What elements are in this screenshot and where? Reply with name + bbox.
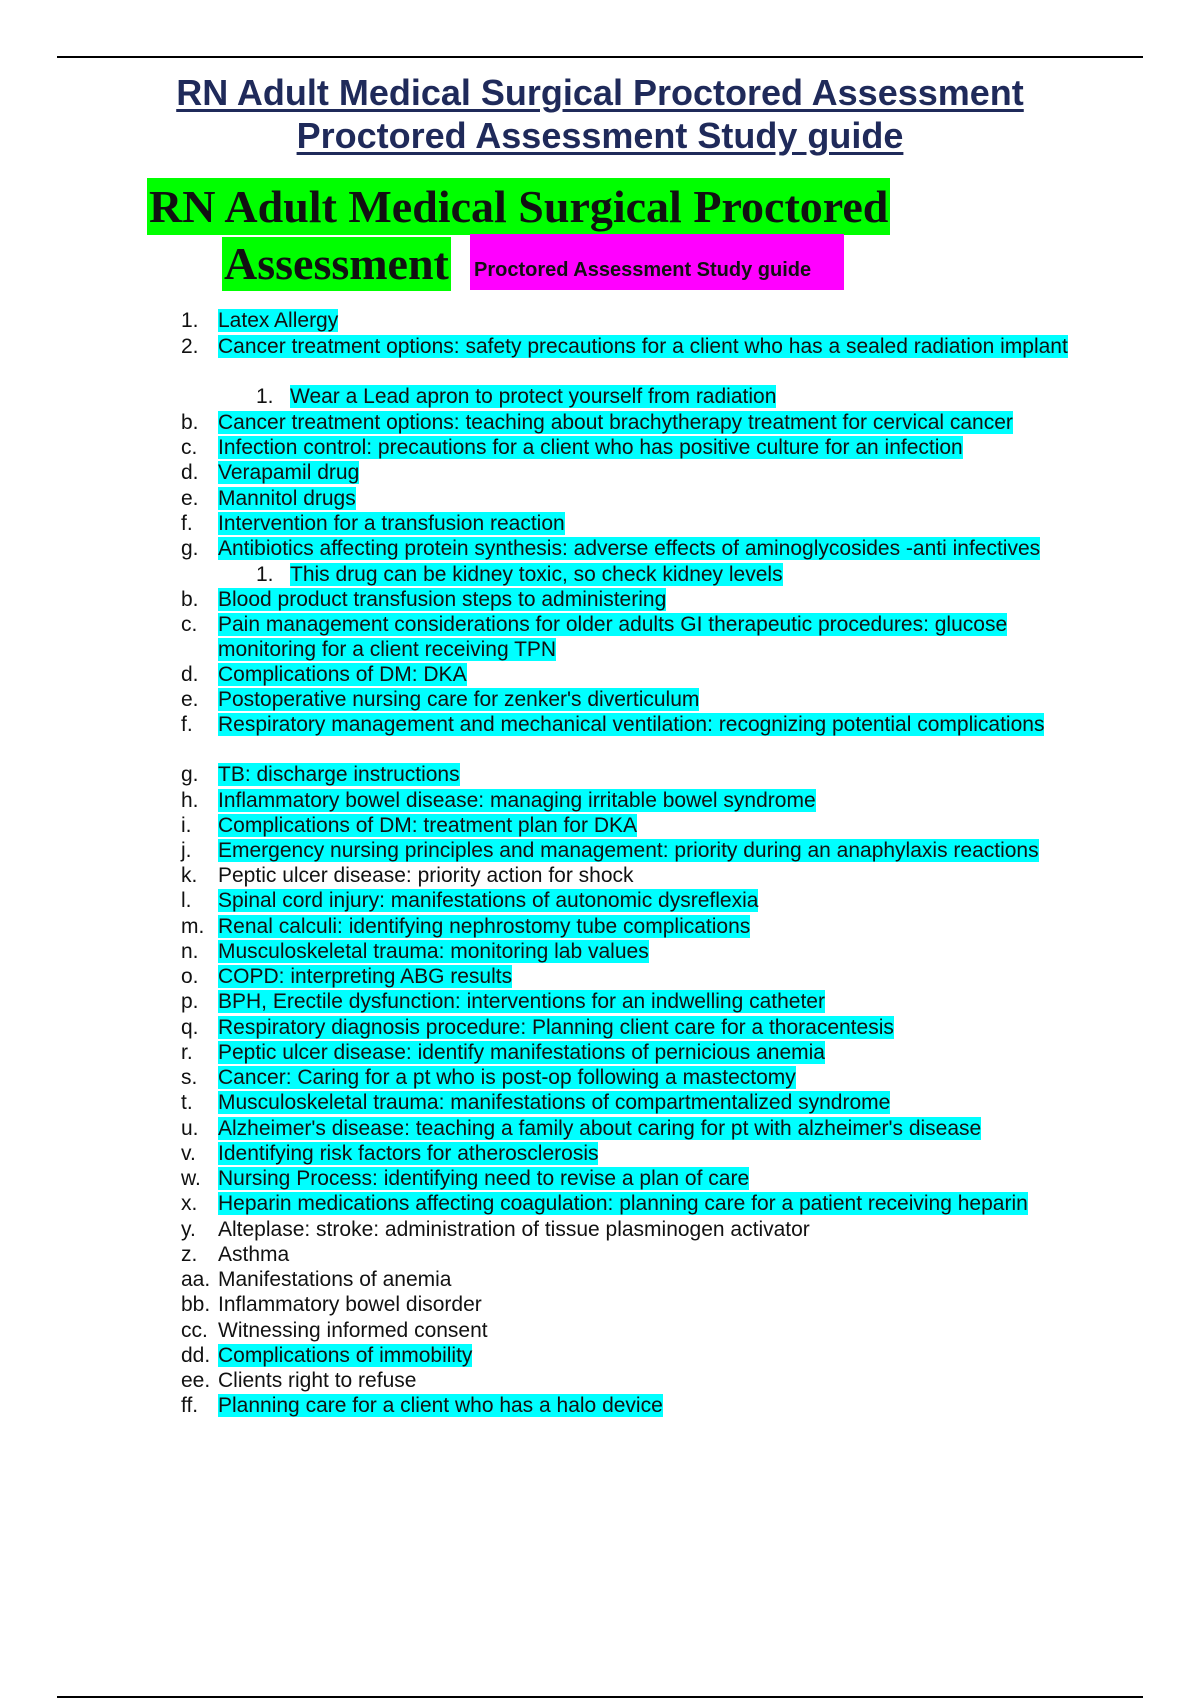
list-item-marker: w. bbox=[181, 1167, 201, 1190]
list-item-marker: u. bbox=[181, 1117, 199, 1140]
document-title-line2: Proctored Assessment Study guide bbox=[296, 115, 904, 156]
list-item-label: Musculoskeletal trauma: manifestations of compartmentalized syndrome bbox=[218, 1091, 891, 1114]
list-item-marker: l. bbox=[181, 889, 192, 912]
list-item-label: Pain management considerations for older adults GI therapeutic procedures: glucose monitoring for a client receiving TPN bbox=[218, 613, 1008, 661]
list-item-marker: k. bbox=[181, 864, 198, 887]
list-item-text bbox=[218, 1141, 1098, 1166]
list-item-marker: c. bbox=[181, 613, 198, 636]
list-item-text bbox=[218, 1065, 1098, 1090]
list-item-label: Cancer treatment options: safety precautions for a client who has a sealed radiation implant bbox=[218, 335, 1068, 358]
list-item-text bbox=[218, 1090, 1098, 1115]
list-item-text bbox=[218, 435, 1098, 460]
list-item-text bbox=[218, 687, 1098, 712]
list-item-label: Infection control: precautions for a client who has positive culture for an infection bbox=[218, 436, 963, 459]
list-item-text bbox=[218, 888, 1098, 913]
list-item-label: Inflammatory bowel disease: managing irritable bowel syndrome bbox=[218, 789, 816, 812]
list-item-label: Inflammatory bowel disorder bbox=[218, 1293, 482, 1316]
list-item-marker: p. bbox=[181, 990, 199, 1013]
list-item-marker: x. bbox=[181, 1192, 198, 1215]
list-item-text bbox=[218, 813, 1098, 838]
list-item-marker: v. bbox=[181, 1142, 196, 1165]
list-item-label: Alteplase: stroke: administration of tissue plasminogen activator bbox=[218, 1218, 810, 1241]
list-item-label: Planning care for a client who has a halo device bbox=[218, 1394, 663, 1417]
list-item-label: Peptic ulcer disease: priority action for shock bbox=[218, 864, 634, 887]
list-item-marker: e. bbox=[181, 688, 199, 711]
list-item-text bbox=[218, 1040, 1098, 1065]
list-item-marker: f. bbox=[181, 512, 193, 535]
list-item-text bbox=[218, 308, 1098, 333]
list-item-text bbox=[218, 1292, 1098, 1317]
list-item-label: Respiratory management and mechanical ventilation: recognizing potential complications bbox=[218, 713, 1045, 736]
list-item-label: COPD: interpreting ABG results bbox=[218, 965, 513, 988]
list-item-marker: h. bbox=[181, 789, 199, 812]
list-item-label: Emergency nursing principles and management: priority during an anaphylaxis reactions bbox=[218, 839, 1039, 862]
list-item-label: Mannitol drugs bbox=[218, 487, 356, 510]
list-item-marker: 1. bbox=[256, 385, 274, 408]
list-item-marker: ee. bbox=[181, 1369, 211, 1392]
list-item-label: Heparin medications affecting coagulation: planning care for a patient receiving heparin bbox=[218, 1192, 1028, 1215]
list-item-marker: 1. bbox=[256, 563, 274, 586]
list-item-text bbox=[218, 762, 1098, 787]
list-item-marker: t. bbox=[181, 1091, 193, 1114]
list-item-text bbox=[218, 1267, 1098, 1292]
list-item-text bbox=[218, 788, 1098, 813]
list-item-text bbox=[290, 562, 1090, 587]
list-item-label: Complications of DM: DKA bbox=[218, 663, 467, 686]
list-item-text bbox=[218, 838, 1098, 863]
document-title bbox=[0, 71, 1200, 157]
list-item-label: Alzheimer's disease: teaching a family about caring for pt with alzheimer's disease bbox=[218, 1117, 982, 1140]
list-item-label: Antibiotics affecting protein synthesis: adverse effects of aminoglycosides -anti infectives bbox=[218, 537, 1041, 560]
list-item-label: Wear a Lead apron to protect yourself from radiation bbox=[290, 385, 777, 408]
list-item-label: Peptic ulcer disease: identify manifestations of pernicious anemia bbox=[218, 1041, 825, 1064]
list-item-text bbox=[218, 511, 1098, 536]
document-title-line1: RN Adult Medical Surgical Proctored Assessment bbox=[176, 72, 1024, 113]
list-item-label: Identifying risk factors for atherosclerosis bbox=[218, 1142, 599, 1165]
list-item-text bbox=[218, 1015, 1098, 1040]
list-item-marker: n. bbox=[181, 940, 199, 963]
list-item-marker: j. bbox=[181, 839, 192, 862]
list-item-label: Spinal cord injury: manifestations of autonomic dysreflexia bbox=[218, 889, 759, 912]
list-item-label: Clients right to refuse bbox=[218, 1369, 417, 1392]
list-item-marker: i. bbox=[181, 814, 192, 837]
list-item-text bbox=[218, 1393, 1098, 1418]
list-item-label: Verapamil drug bbox=[218, 461, 360, 484]
list-item-label: Witnessing informed consent bbox=[218, 1319, 488, 1342]
list-item-label: Respiratory diagnosis procedure: Planning client care for a thoracentesis bbox=[218, 1016, 894, 1039]
list-item-text bbox=[218, 863, 1098, 888]
list-item-text bbox=[218, 914, 1098, 939]
list-item-text bbox=[218, 1318, 1098, 1343]
list-item-text bbox=[218, 1166, 1098, 1191]
list-item-marker: o. bbox=[181, 965, 199, 988]
banner-line1: RN Adult Medical Surgical Proctored bbox=[147, 178, 890, 235]
list-item-marker: q. bbox=[181, 1016, 199, 1039]
list-item-text bbox=[218, 939, 1098, 964]
list-item-text bbox=[218, 662, 1098, 687]
list-item-marker: g. bbox=[181, 763, 199, 786]
list-item-marker: cc. bbox=[181, 1319, 208, 1342]
list-item-text bbox=[218, 1116, 1098, 1141]
list-item-marker: aa. bbox=[181, 1268, 211, 1291]
list-item-label: Intervention for a transfusion reaction bbox=[218, 512, 565, 535]
list-item-text bbox=[218, 486, 1098, 511]
list-item-label: Postoperative nursing care for zenker's diverticulum bbox=[218, 688, 700, 711]
list-item-marker: 2. bbox=[181, 335, 199, 358]
list-item-marker: y. bbox=[181, 1218, 196, 1241]
list-item-text bbox=[218, 964, 1098, 989]
list-item-marker: b. bbox=[181, 411, 199, 434]
list-item-text bbox=[218, 1343, 1098, 1368]
banner-subtitle: Proctored Assessment Study guide bbox=[470, 234, 844, 290]
list-item-marker: f. bbox=[181, 713, 193, 736]
list-item-marker: g. bbox=[181, 537, 199, 560]
list-item-label: Manifestations of anemia bbox=[218, 1268, 452, 1291]
list-item-marker: dd. bbox=[181, 1344, 211, 1367]
list-item-text bbox=[218, 612, 1098, 662]
list-item-text bbox=[218, 1191, 1098, 1216]
list-item-marker: 1. bbox=[181, 309, 199, 332]
list-item-marker: d. bbox=[181, 663, 199, 686]
list-item-label: This drug can be kidney toxic, so check kidney levels bbox=[290, 563, 783, 586]
list-item-label: Renal calculi: identifying nephrostomy tube complications bbox=[218, 915, 751, 938]
list-item-text bbox=[218, 460, 1098, 485]
list-item-marker: e. bbox=[181, 487, 199, 510]
list-item-text bbox=[218, 1217, 1098, 1242]
list-item-label: TB: discharge instructions bbox=[218, 763, 460, 786]
list-item-marker: bb. bbox=[181, 1293, 211, 1316]
bottom-rule bbox=[57, 1696, 1143, 1698]
list-item-text bbox=[218, 410, 1098, 435]
list-item-text bbox=[218, 334, 1098, 359]
list-item-text bbox=[218, 1242, 1098, 1267]
list-item-marker: s. bbox=[181, 1066, 198, 1089]
list-item-text bbox=[218, 587, 1098, 612]
list-item-text bbox=[290, 384, 1090, 409]
list-item-label: Asthma bbox=[218, 1243, 290, 1266]
list-item-marker: c. bbox=[181, 436, 198, 459]
list-item-text bbox=[218, 989, 1098, 1014]
list-item-label: Complications of immobility bbox=[218, 1344, 473, 1367]
list-item-label: BPH, Erectile dysfunction: interventions for an indwelling catheter bbox=[218, 990, 825, 1013]
list-item-marker: m. bbox=[181, 915, 205, 938]
list-item-label: Complications of DM: treatment plan for DKA bbox=[218, 814, 637, 837]
list-item-label: Nursing Process: identifying need to revise a plan of care bbox=[218, 1167, 750, 1190]
list-item-label: Musculoskeletal trauma: monitoring lab values bbox=[218, 940, 649, 963]
top-rule bbox=[57, 56, 1143, 58]
list-item-label: Latex Allergy bbox=[218, 309, 339, 332]
list-item-marker: r. bbox=[181, 1041, 193, 1064]
list-item-text bbox=[218, 712, 1098, 737]
list-item-label: Cancer: Caring for a pt who is post-op following a mastectomy bbox=[218, 1066, 796, 1089]
list-item-text bbox=[218, 536, 1098, 561]
list-item-label: Cancer treatment options: teaching about brachytherapy treatment for cervical cancer bbox=[218, 411, 1013, 434]
banner-line2: Assessment bbox=[224, 238, 449, 289]
list-item-marker: b. bbox=[181, 588, 199, 611]
list-item-label: Blood product transfusion steps to administering bbox=[218, 588, 667, 611]
list-item-marker: z. bbox=[181, 1243, 198, 1266]
list-item-text bbox=[218, 1368, 1098, 1393]
list-item-marker: d. bbox=[181, 461, 199, 484]
list-item-marker: ff. bbox=[181, 1394, 199, 1417]
